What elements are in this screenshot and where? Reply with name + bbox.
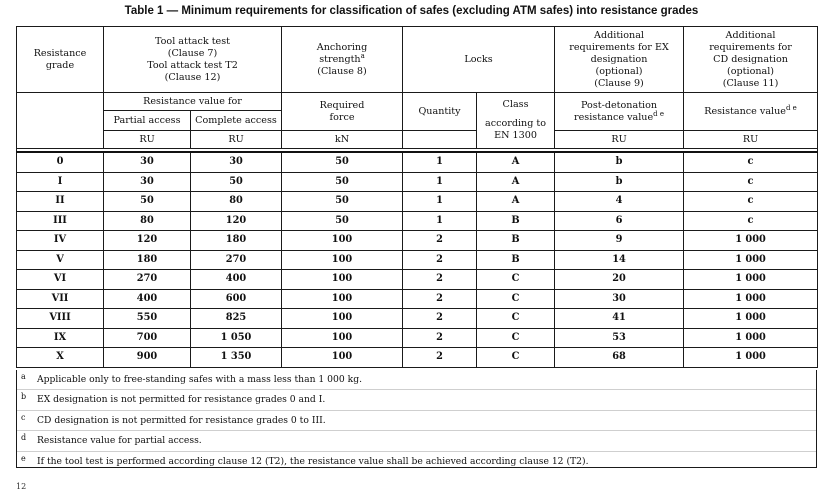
cell-cls: A [477,172,555,192]
table-row [17,152,818,172]
cell-grade: II [17,192,104,212]
cell-grade: 0 [17,152,104,172]
table-row [17,172,818,192]
table-row [17,211,818,231]
cell-cd: 1 000 [684,270,818,290]
cell-cls: C [477,270,555,290]
cell-grade: IV [17,231,104,251]
cell-ex: b [555,152,684,172]
cell-grade: V [17,250,104,270]
table-row [17,231,818,251]
cell-cd: c [684,211,818,231]
cell-qty: 1 [403,211,477,231]
cell-grade: VI [17,270,104,290]
cell-qty: 1 [403,172,477,192]
cell-complete: 600 [191,289,282,309]
header-cd-designation: Additional requirements for CD designation (optional) (Clause 11) [684,27,818,93]
table-row [17,250,818,270]
cell-cd: 1 000 [684,309,818,329]
cell-complete: 825 [191,309,282,329]
header-required-force: Required force [282,93,403,131]
cell-complete: 50 [191,172,282,192]
footnote-c: c CD designation is not permitted for resistance grades 0 to III. [17,410,816,430]
cell-qty: 2 [403,289,477,309]
cell-force: 50 [282,192,403,212]
unit-force: kN [282,131,403,149]
header-resistance-value-for: Resistance value for [104,93,282,111]
cell-ex: 20 [555,270,684,290]
footnote-e: e If the tool test is performed according clause 12 (T2), the resistance value shall be achieved according clause 12 (T2). [17,451,816,471]
header-resistance-grade: Resistance grade [17,27,104,93]
header-grade-blank [17,93,104,149]
cell-partial: 270 [104,270,191,290]
table-title: Table 1 — Minimum requirements for classification of safes (excluding ATM safes) into resistance grades [124,5,699,17]
cell-cd: 1 000 [684,348,818,368]
cell-cls: C [477,328,555,348]
cell-partial: 50 [104,192,191,212]
table-row [17,328,818,348]
cell-grade: IX [17,328,104,348]
header-ex-designation: Additional requirements for EX designation (optional) (Clause 9) [555,27,684,93]
table-row [17,309,818,329]
unit-quantity-blank [403,131,477,149]
footnote-b: b EX designation is not permitted for resistance grades 0 and I. [17,389,816,409]
cell-qty: 2 [403,309,477,329]
page-number: 12 [16,482,27,491]
cell-qty: 2 [403,270,477,290]
table-row [17,348,818,368]
cell-force: 50 [282,211,403,231]
cell-force: 100 [282,328,403,348]
cell-ex: 68 [555,348,684,368]
header-anchoring-strength: Anchoring strength$^a$ (Clause 8) [282,27,403,93]
cell-force: 100 [282,289,403,309]
cell-cd: c [684,192,818,212]
header-post-detonation: Post-detonation resistance value$^{d e}$ [555,93,684,131]
header-complete-access: Complete access [191,111,282,131]
cell-cd: 1 000 [684,328,818,348]
cell-qty: 2 [403,250,477,270]
cell-partial: 30 [104,152,191,172]
cell-complete: 270 [191,250,282,270]
cell-complete: 1 050 [191,328,282,348]
cell-ex: 4 [555,192,684,212]
cell-cd: c [684,152,818,172]
cell-complete: 80 [191,192,282,212]
cell-partial: 700 [104,328,191,348]
cell-qty: 1 [403,192,477,212]
header-class: Class according to EN 1300 [477,93,555,149]
header-cd-resistance-value: Resistance value$^{d e}$ [684,93,818,131]
cell-ex: 14 [555,250,684,270]
header-tool-attack: Tool attack test (Clause 7) Tool attack test T2 (Clause 12) [104,27,282,93]
cell-force: 50 [282,172,403,192]
cell-complete: 180 [191,231,282,251]
cell-ex: 30 [555,289,684,309]
table-row [17,289,818,309]
cell-ex: 9 [555,231,684,251]
cell-force: 50 [282,152,403,172]
cell-cd: 1 000 [684,289,818,309]
cell-partial: 80 [104,211,191,231]
cell-ex: b [555,172,684,192]
cell-cls: A [477,152,555,172]
resistance-grades-table [16,26,818,368]
cell-cd: 1 000 [684,231,818,251]
cell-partial: 180 [104,250,191,270]
cell-cls: C [477,289,555,309]
cell-grade: VII [17,289,104,309]
cell-qty: 2 [403,328,477,348]
cell-complete: 400 [191,270,282,290]
cell-grade: VIII [17,309,104,329]
cell-cls: B [477,250,555,270]
cell-ex: 41 [555,309,684,329]
cell-cd: 1 000 [684,250,818,270]
cell-ex: 53 [555,328,684,348]
cell-force: 100 [282,309,403,329]
unit-partial: RU [104,131,191,149]
header-locks: Locks [403,27,555,93]
cell-qty: 2 [403,231,477,251]
cell-complete: 1 350 [191,348,282,368]
table-row [17,192,818,212]
footnote-d: d Resistance value for partial access. [17,430,816,450]
cell-qty: 2 [403,348,477,368]
cell-force: 100 [282,250,403,270]
footnotes [16,370,817,468]
cell-qty: 1 [403,152,477,172]
cell-force: 100 [282,270,403,290]
cell-force: 100 [282,231,403,251]
cell-grade: I [17,172,104,192]
cell-ex: 6 [555,211,684,231]
cell-cls: B [477,231,555,251]
cell-cls: B [477,211,555,231]
cell-partial: 120 [104,231,191,251]
cell-partial: 550 [104,309,191,329]
cell-complete: 120 [191,211,282,231]
cell-force: 100 [282,348,403,368]
unit-cd: RU [684,131,818,149]
cell-partial: 900 [104,348,191,368]
cell-complete: 30 [191,152,282,172]
cell-cd: c [684,172,818,192]
cell-partial: 400 [104,289,191,309]
cell-grade: X [17,348,104,368]
header-partial-access: Partial access [104,111,191,131]
unit-complete: RU [191,131,282,149]
footnote-a: a Applicable only to free-standing safes with a mass less than 1 000 kg. [21,372,363,385]
cell-cls: A [477,192,555,212]
unit-ex: RU [555,131,684,149]
cell-grade: III [17,211,104,231]
table-row [17,270,818,290]
header-quantity: Quantity [403,93,477,131]
cell-cls: C [477,309,555,329]
cell-partial: 30 [104,172,191,192]
cell-cls: C [477,348,555,368]
